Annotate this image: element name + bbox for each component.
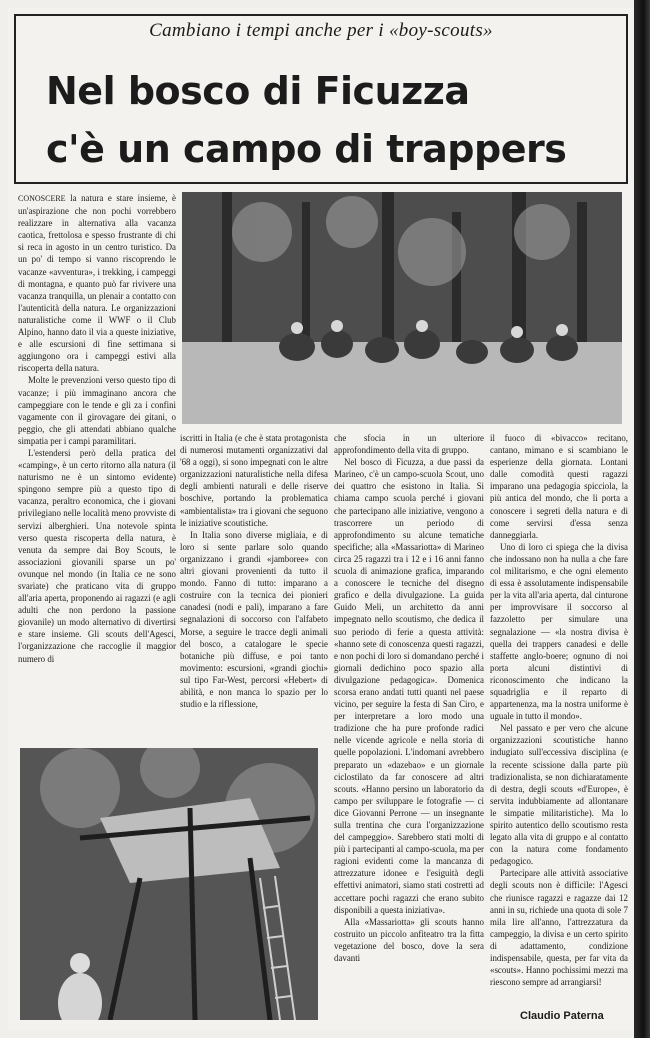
headline-line-2: c'è un campo di trappers bbox=[46, 127, 567, 171]
paragraph: Partecipare alle attività associative degli scouts non è difficile: l'Agesci che riunisce ragazzi e ragazze dai 12 anni in su, richiede una quota di sole 7 mila lire all'anno, l'attrezzatura da campeggio, la divisa e un certo spirito di adattamento, condizione indispensabile, questa, per far vita da «scouts». Hanno pochissimi mezzi ma riescono sempre ad arrangiarsi! bbox=[490, 868, 628, 988]
photo-wooden-structure bbox=[20, 748, 318, 1020]
paragraph: Molte le prevenzioni verso questo tipo di vacanze; i più immaginano ancora che campeggiare con le tende e gli za i confini vagamente con il girovagare dei gitani, o peggio, che gli attendati abbiano qualche simpatia per i campi paramilitari. bbox=[18, 375, 176, 446]
paragraph: In Italia sono diverse migliaia, e di loro si sente parlare solo quando organizzano i grandi «jamboree» con altri giovani provenienti da tutto il mondo. Fanno di tutto: imparano a costruire con la tecnica dei pionieri canadesi (nodi e pali), imparano a fare segnalazioni di soccorso con l'alfabeto Morse, a seguire le tracce degli animali del bosco, a catalogare le specie botaniche più diffuse, e poi tanto movimento: escursioni, «grandi giochi» sul tipo Far-West, percorsi «Hebert» di abilità, e non manca lo spazio per lo studio e la riflessione, bbox=[180, 529, 328, 710]
page-edge-shadow bbox=[634, 0, 650, 1038]
headline-box bbox=[14, 14, 628, 184]
column-1 bbox=[18, 192, 176, 746]
paragraph: Nel passato e per vero che alcune organizzazioni scoutistiche hanno indugiato sull'eccessiva disciplina (e la recente scissione dalla parte più tradizionalista, se non dichiaratamente di destra, degli scouts «d'Europe», è servita indubbiamente ad allontanare le simpatie militaristiche). Ma lo spirito autentico dello scoutismo resta legato alla vita di gruppo e al contatto con la natura come fondamento pedagogico. bbox=[490, 723, 628, 867]
kicker: Cambiano i tempi anche per i «boy-scouts» bbox=[149, 20, 493, 41]
lead-word: CONOSCERE bbox=[18, 194, 66, 203]
headline-line-1: Nel bosco di Ficuzza bbox=[46, 69, 470, 113]
photo-forest-illustration bbox=[182, 192, 622, 424]
paragraph bbox=[18, 192, 176, 374]
byline: Claudio Paterna bbox=[520, 1010, 604, 1022]
paragraph: il fuoco di «bivacco» recitano, cantano, mimano e si scambiano le esperienze della giornata. Lontani dalle comodità questi ragazzi imparano una pedagogia spicciola, la più antica del mondo, che li porta a conoscere i segreti della natura e di come servirsi d'essa senza danneggiarla. bbox=[490, 433, 628, 540]
column-2 bbox=[180, 432, 328, 746]
paragraph: L'estendersi però della pratica del «camping», è un certo ritorno alla natura (il naturismo ne è un sintomo evidente) spingono sempre più a questo tipo di vacanza, peraltro economica, che i giovani privilegiano nelle località meno provviste di servizi alberghieri. Una notevole spinta verso questa riscoperta della natura, è venuta da sempre dai Boy Scouts, le associazioni giovanili sparse un po' ovunque nel mondo (in Italia ce ne sono svariate) che praticano vita di gruppo all'aria aperta, proponendo ai ragazzi (e agli adulti che non perdono la passione giovanile) un modo alternativo di divertirsi e stare insieme. Gli scouts dell'Agesci, l'organizzazione che raccoglie il maggior numero di bbox=[18, 447, 176, 664]
paragraph: Alla «Massariotta» gli scouts hanno costruito un piccolo anfiteatro tra la fitta vegetazione del bosco, dove la sera davanti bbox=[334, 916, 484, 964]
paragraph: Uno di loro ci spiega che la divisa che indossano non ha nulla a che fare col militarismo, e che ogni elemento di essa è assolutamente indispensabile per la vita all'aria aperta, dal cinturone per improvvisare il soccorso al fazzoletto per simulare una segnalazione — «la nostra divisa è quella dei trappers canadesi e delle staffette anglo-boere; ognuno di noi porta alcuni distintivi di riconoscimento che indicano la squadriglia e il reparto di appartenenza, ma la nostra uniforme è uguale in tutto il mondo». bbox=[490, 541, 628, 722]
paragraph: che sfocia in un ulteriore approfondimento della vita di gruppo. bbox=[334, 433, 484, 456]
column-3 bbox=[334, 432, 484, 1030]
paragraph-text: la natura e stare insieme, è un'aspirazione che non pochi vorrebbero realizzare in alternativa alla vacanza caotica, frettolosa e spesso frustrante di chi si reca in agosto in un centro turistico. Da un po' di tempo si vanno riscoprendo le vacanze «avventura», i trekking, i campeggi di montagna, e quanto può far rivivere una vacanza tranquilla, un plenair a contatto con l'autenticità della natura. Le organizzazioni naturalistiche come il WWF o il Club Alpino, hanno dato il via a queste iniziative, e alle escursioni di fine settimana si aggiungono ora i campeggi estivi alla riscoperta della natura. bbox=[18, 193, 176, 374]
column-4 bbox=[490, 432, 628, 1008]
photo-structure-illustration bbox=[20, 748, 318, 1020]
paragraph: iscritti in Italia (e che è stata protagonista di numerosi mutamenti organizzativi dal '68 a oggi), si sono impegnati con le altre organizzazioni naturalistiche nella difesa degli ambienti naturali e delle riserve boschive, portando la problematica «ambientalista» tra i giovani che seguono le iniziative scoutistiche. bbox=[180, 433, 328, 528]
photo-scouts-forest bbox=[182, 192, 622, 424]
paragraph: Nel bosco di Ficuzza, a due passi da Marineo, c'è un campo-scuola Scout, uno dei quattro che esistono in Italia. Si chiama campo scuola perché i giovani che partecipano alle iniziative, vengono a trascorrere un periodo di approfondimento su alcune tematiche specifiche; alla «Massariotta» di Marineo circa 25 ragazzi tra i 12 e i 16 anni fanno scuola di animazione grafica, imparando a conoscere le tecniche del disegno grafico e della divulgazione. La guida Guido Meli, un architetto da anni impegnato nello scoutismo, che dedica il suo periodo di ferie a questa attività: «hanno sete di conoscenza questi ragazzi, e non pochi di loro si domandano perché i giornali dedichino poco spazio alla divulgazione pedagogica». Domenica scorsa erano andati tutti quanti nel paese vicino, per seguire la festa di San Ciro, e per interpretare a loro modo una tradizione che ha pure profonde radici nelle vicende agricole e nella storia di quelle popolazioni. L'indomani avrebbero preparato un «dazebao» e un giornale ciclostilato da far conoscere ad altri scouts. «Hanno persino un laboratorio da campo per sviluppare le fotografie — ci dice Giovanni Perrone — un insegnante sulla trentina che cura l'organizzazione del campeggio». Sarebbero stati molti di più i partecipanti al campo-scuola, ma per ragioni evidenti come la mancanza di attrezzature idonee e l'esiguità degli effettivi animatori, siamo stati costretti ad accettare pochi ragazzi che erano subito disponibili a questa iniziativa». bbox=[334, 457, 484, 915]
headline bbox=[46, 62, 616, 178]
